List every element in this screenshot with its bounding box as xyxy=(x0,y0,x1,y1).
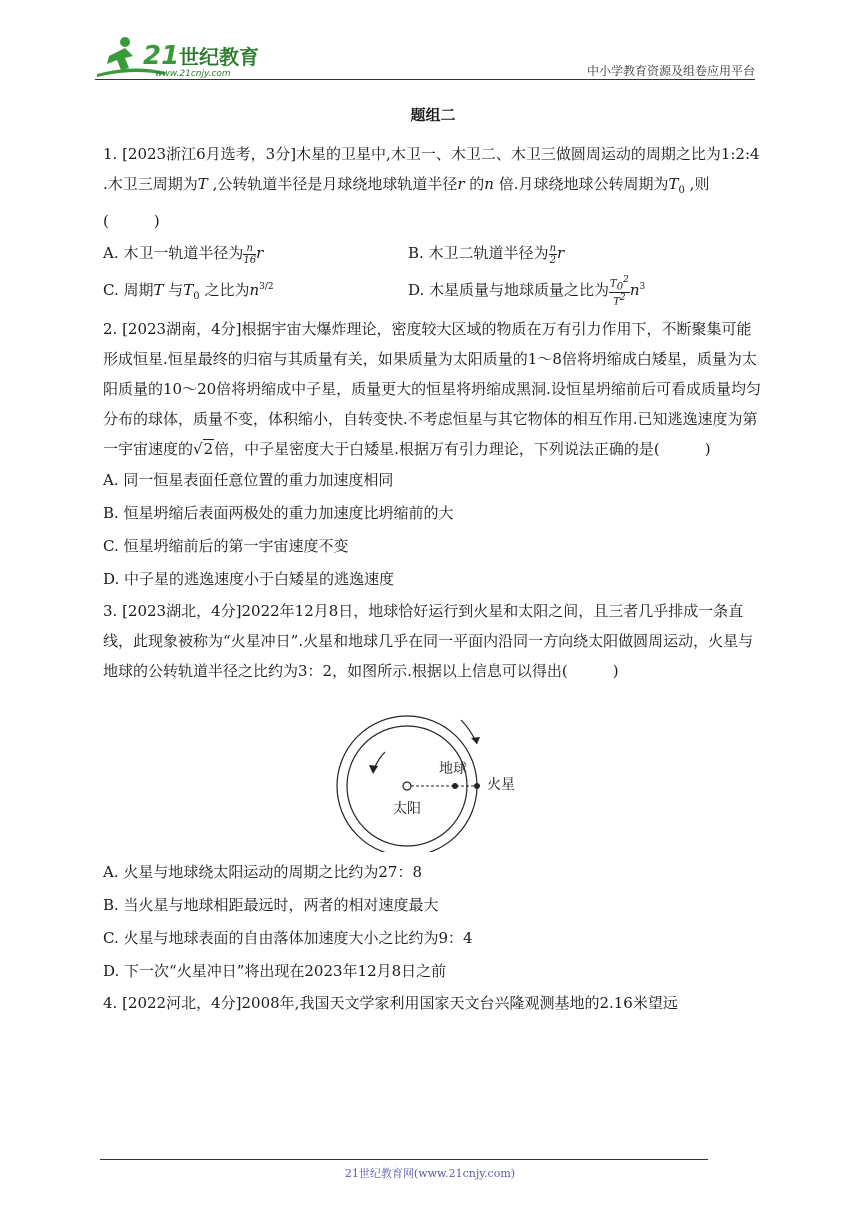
page-header xyxy=(95,34,755,82)
svg-text:www.21cnjy.com: www.21cnjy.com xyxy=(155,69,231,79)
earth-icon xyxy=(452,783,458,789)
q2-text-a: 2. [2023湖南，4分]根据宇宙大爆炸理论，密度较大区域的物质在万有引力作用下，不断聚集可能形成恒星.恒星最终的归宿与其质量有关，如果质量为太阳质量的1～8倍将坍缩成白矮星，质量为太阳质量的10～20倍将坍缩成中子星，质量更大的恒星将坍缩成黑洞.设恒星坍缩前后可看成质量均匀分布的球体，质量不变，体积缩小，自转变快.不考虑恒星与其它物体的相互作用.已知逃逸速度为第一宇宙速度的 xyxy=(103,320,761,458)
header-divider xyxy=(95,79,755,80)
q1-options-row-2 xyxy=(103,270,763,314)
label-sun: 太阳 xyxy=(393,801,421,817)
svg-text:21: 21 xyxy=(143,41,180,71)
q1-text-c: 的 xyxy=(464,175,485,193)
footer-divider xyxy=(100,1159,708,1160)
question-4: 4. [2022河北，4分]2008年,我国天文学家利用国家天文台兴隆观测基地的2.16米望远 xyxy=(103,994,678,1012)
question-3: 3. [2023湖北，4分]2022年12月8日，地球恰好运行到火星和太阳之间，且三者几乎排成一条直线，此现象被称为“火星冲日”.火星和地球几乎在同一平面内沿同一方向绕太阳做圆周运动，火星与地球的公转轨道半径之比约为3：2，如图所示.根据以上信息可以得出( ) xyxy=(103,602,754,680)
q1-options-row-1 xyxy=(103,236,763,270)
document-body xyxy=(103,104,763,1018)
header-platform-text: 中小学教育资源及组卷应用平台 xyxy=(586,64,755,78)
q1-option-d[interactable]: D. 木星质量与地球质量之比为 $\frac{T_0^2}{T^2}$ $n^3$ xyxy=(408,274,646,308)
question-1: 1. [2023浙江6月选考，3分]木星的卫星中,木卫一、木卫二、木卫三做圆周运动的周期之比为1:2:4 .木卫三周期为T ,公转轨道半径是月球绕地球轨道半径r 的n 倍.月球绕地球公转周期为$T_0$ ,则( ) xyxy=(103,145,760,230)
q3-option-d[interactable]: D. 下一次“火星冲日”将出现在2023年12月8日之前 xyxy=(103,962,447,980)
q2-text-b: 倍，中子星密度大于白矮星.根据万有引力理论，下列说法正确的是( ) xyxy=(214,440,711,458)
q3-option-b[interactable]: B. 当火星与地球相距最远时，两者的相对速度最大 xyxy=(103,896,439,914)
sqrt-two: √2 xyxy=(193,440,214,458)
logo-icon xyxy=(95,34,275,80)
q3-option-a[interactable]: A. 火星与地球绕太阳运动的周期之比约为27：8 xyxy=(103,863,423,881)
q1-text-b: ,公转轨道半径是月球绕地球轨道半径 xyxy=(207,175,458,193)
q1-text-a: 1. [2023浙江6月选考，3分]木星的卫星中,木卫一、木卫二、木卫三做圆周运动的周期之比为1:2:4 .木卫三周期为 xyxy=(103,145,760,193)
q1-text-d: 倍.月球绕地球公转周期为 xyxy=(493,175,669,193)
label-mars: 火星 xyxy=(487,777,515,793)
footer-text[interactable]: 21世纪教育网(www.21cnjy.com) xyxy=(344,1167,516,1180)
sun-icon xyxy=(403,782,411,790)
q1-text-e: ,则( ) xyxy=(103,175,710,230)
label-earth: 地球 xyxy=(439,761,467,777)
q2-option-c[interactable]: C. 恒星坍缩前后的第一宇宙速度不变 xyxy=(103,537,349,555)
q3-option-c[interactable]: C. 火星与地球表面的自由落体加速度大小之比约为9：4 xyxy=(103,929,473,947)
q2-option-b[interactable]: B. 恒星坍缩后表面两极处的重力加速度比坍缩前的大 xyxy=(103,504,454,522)
svg-text:世纪教育: 世纪教育 xyxy=(179,45,259,69)
q2-option-d[interactable]: D. 中子星的逃逸速度小于白矮星的逃逸速度 xyxy=(103,570,395,588)
q1-option-b[interactable]: B. 木卫二轨道半径为 $\frac{n}{2}$ r xyxy=(408,242,565,266)
q1-option-a[interactable]: A. 木卫一轨道半径为 $\frac{n}{16}$ r xyxy=(103,242,264,266)
question-2 xyxy=(103,314,763,464)
q1-option-c[interactable]: C. 周期T 与$T_0$ 之比为$n^{3/2}$ xyxy=(103,281,274,302)
mars-icon xyxy=(474,783,480,789)
orbit-diagram xyxy=(103,692,763,852)
q2-option-a[interactable]: A. 同一恒星表面任意位置的重力加速度相同 xyxy=(103,471,394,489)
page-title: 题组二 xyxy=(410,106,456,124)
